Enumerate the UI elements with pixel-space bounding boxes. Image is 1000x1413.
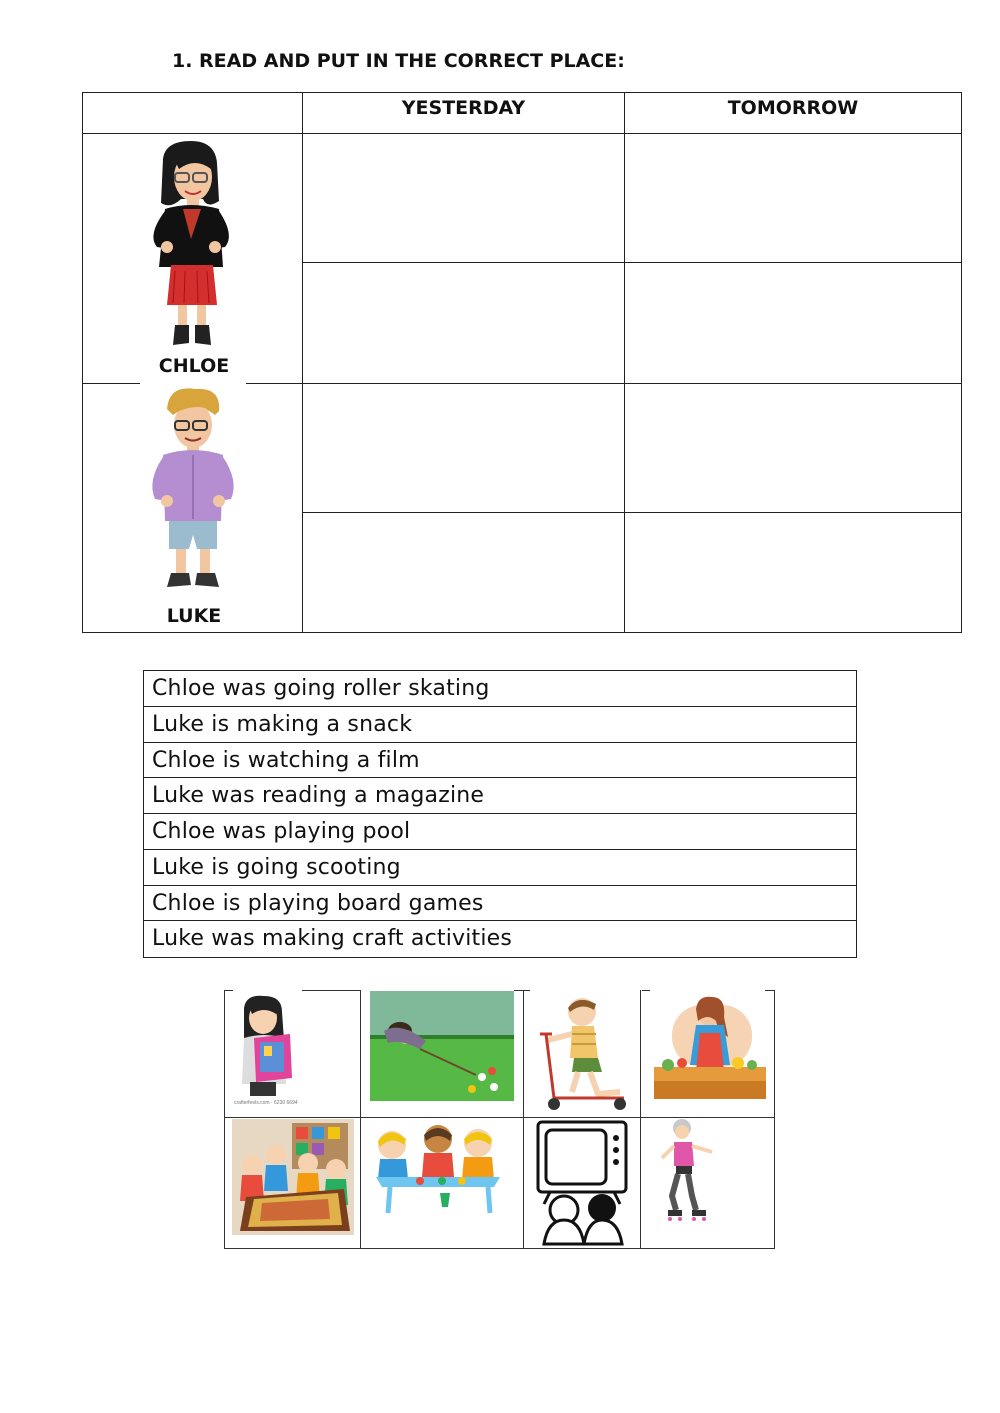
playing-pool-image[interactable] [370,991,514,1101]
cell-luke-tomorrow-1[interactable] [625,384,961,512]
cell-chloe-tomorrow-1[interactable] [625,134,961,262]
sentence-list [143,670,857,958]
cell-luke-yesterday-1[interactable] [303,384,624,512]
worksheet-title: 1. READ AND PUT IN THE CORRECT PLACE: [172,50,625,72]
children-watching-tv-image[interactable] [534,1120,630,1246]
cell-chloe-tomorrow-2[interactable] [625,263,961,383]
sentence-item[interactable]: Chloe is playing board games [144,886,856,922]
cell-luke-tomorrow-2[interactable] [625,513,961,632]
luke-avatar-image [145,385,241,595]
girl-reading-magazine-image[interactable] [230,994,320,1108]
children-playing-board-game-image[interactable] [232,1119,354,1235]
header-yesterday: YESTERDAY [401,97,526,119]
image-watermark-text: crafterfeels.com · 6230 6694 [234,1100,298,1106]
cell-chloe-yesterday-1[interactable] [303,134,624,262]
sentence-item[interactable]: Chloe was going roller skating [144,671,856,707]
activity-picture-grid [224,990,775,1249]
woman-making-snack-image[interactable] [652,995,768,1099]
yesterday-tomorrow-table [82,92,962,633]
sentence-item[interactable]: Chloe was playing pool [144,814,856,850]
sentence-item[interactable]: Luke is going scooting [144,850,856,886]
cell-chloe-yesterday-2[interactable] [303,263,624,383]
children-doing-crafts-image[interactable] [370,1123,506,1215]
chloe-avatar-image [145,139,237,353]
header-tomorrow: TOMORROW [727,97,859,119]
sentence-item[interactable]: Luke was making craft activities [152,926,513,952]
girl-roller-skating-image[interactable] [652,1118,722,1224]
cell-luke-yesterday-2[interactable] [303,513,624,632]
sentence-item[interactable]: Chloe is watching a film [144,743,856,779]
header-blank [83,93,302,133]
boy-on-scooter-image[interactable] [528,994,632,1114]
sentence-item[interactable]: Luke was reading a magazine [144,778,856,814]
luke-name-label: LUKE [139,605,249,627]
chloe-name-label: CHLOE [139,355,249,377]
sentence-item[interactable]: Luke is making a snack [144,707,856,743]
